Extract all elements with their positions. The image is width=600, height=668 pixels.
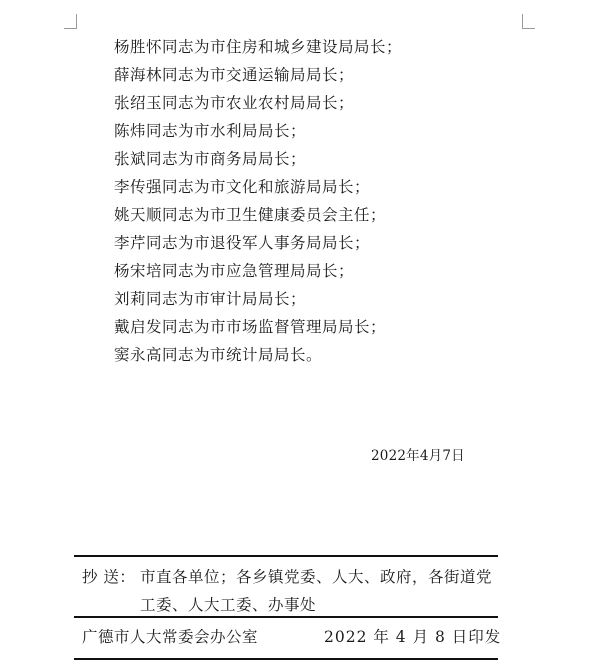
- appointment-list: [114, 33, 402, 369]
- crop-mark-top-right: [522, 14, 535, 29]
- footer-middle-rule: [74, 616, 498, 618]
- cc-row: [82, 565, 492, 587]
- appointment-item: 戴启发同志为市市场监督管理局局长；: [114, 318, 387, 336]
- print-date: 2022 年 4 月 8 日印发: [324, 628, 502, 646]
- distribution-footer: [74, 555, 502, 660]
- appointment-item: 张绍玉同志为市农业农村局局长；: [114, 94, 355, 112]
- appointment-item: 陈炜同志为市水利局局长；: [114, 122, 307, 140]
- footer-bottom-rule: [74, 658, 498, 660]
- document-date: 2022年4月7日: [371, 448, 465, 464]
- appointment-item: 杨宋培同志为市应急管理局局长；: [114, 262, 355, 280]
- cc-recipients-line2: 工委、人大工委、办事处: [140, 596, 317, 614]
- issuing-office: 广德市人大常委会办公室: [82, 628, 259, 646]
- crop-mark-top-left: [64, 14, 77, 29]
- footer-top-rule: [74, 555, 498, 557]
- appointment-item: 薛海林同志为市交通运输局局长；: [114, 66, 355, 84]
- appointment-item: 窦永高同志为市统计局局长。: [114, 346, 323, 364]
- appointment-item: 李传强同志为市文化和旅游局局长；: [114, 178, 371, 196]
- appointment-item: 刘莉同志为市审计局局长；: [114, 290, 307, 308]
- cc-recipients-line1: 市直各单位；各乡镇党委、人大、政府，各街道党: [140, 568, 493, 586]
- appointment-item: 姚天顺同志为市卫生健康委员会主任；: [114, 206, 387, 224]
- cc-label: 抄 送：: [82, 568, 136, 586]
- appointment-item: 张斌同志为市商务局局长；: [114, 150, 307, 168]
- appointment-item: 李芹同志为市退役军人事务局局长；: [114, 234, 371, 252]
- appointment-item: 杨胜怀同志为市住房和城乡建设局局长；: [114, 38, 403, 56]
